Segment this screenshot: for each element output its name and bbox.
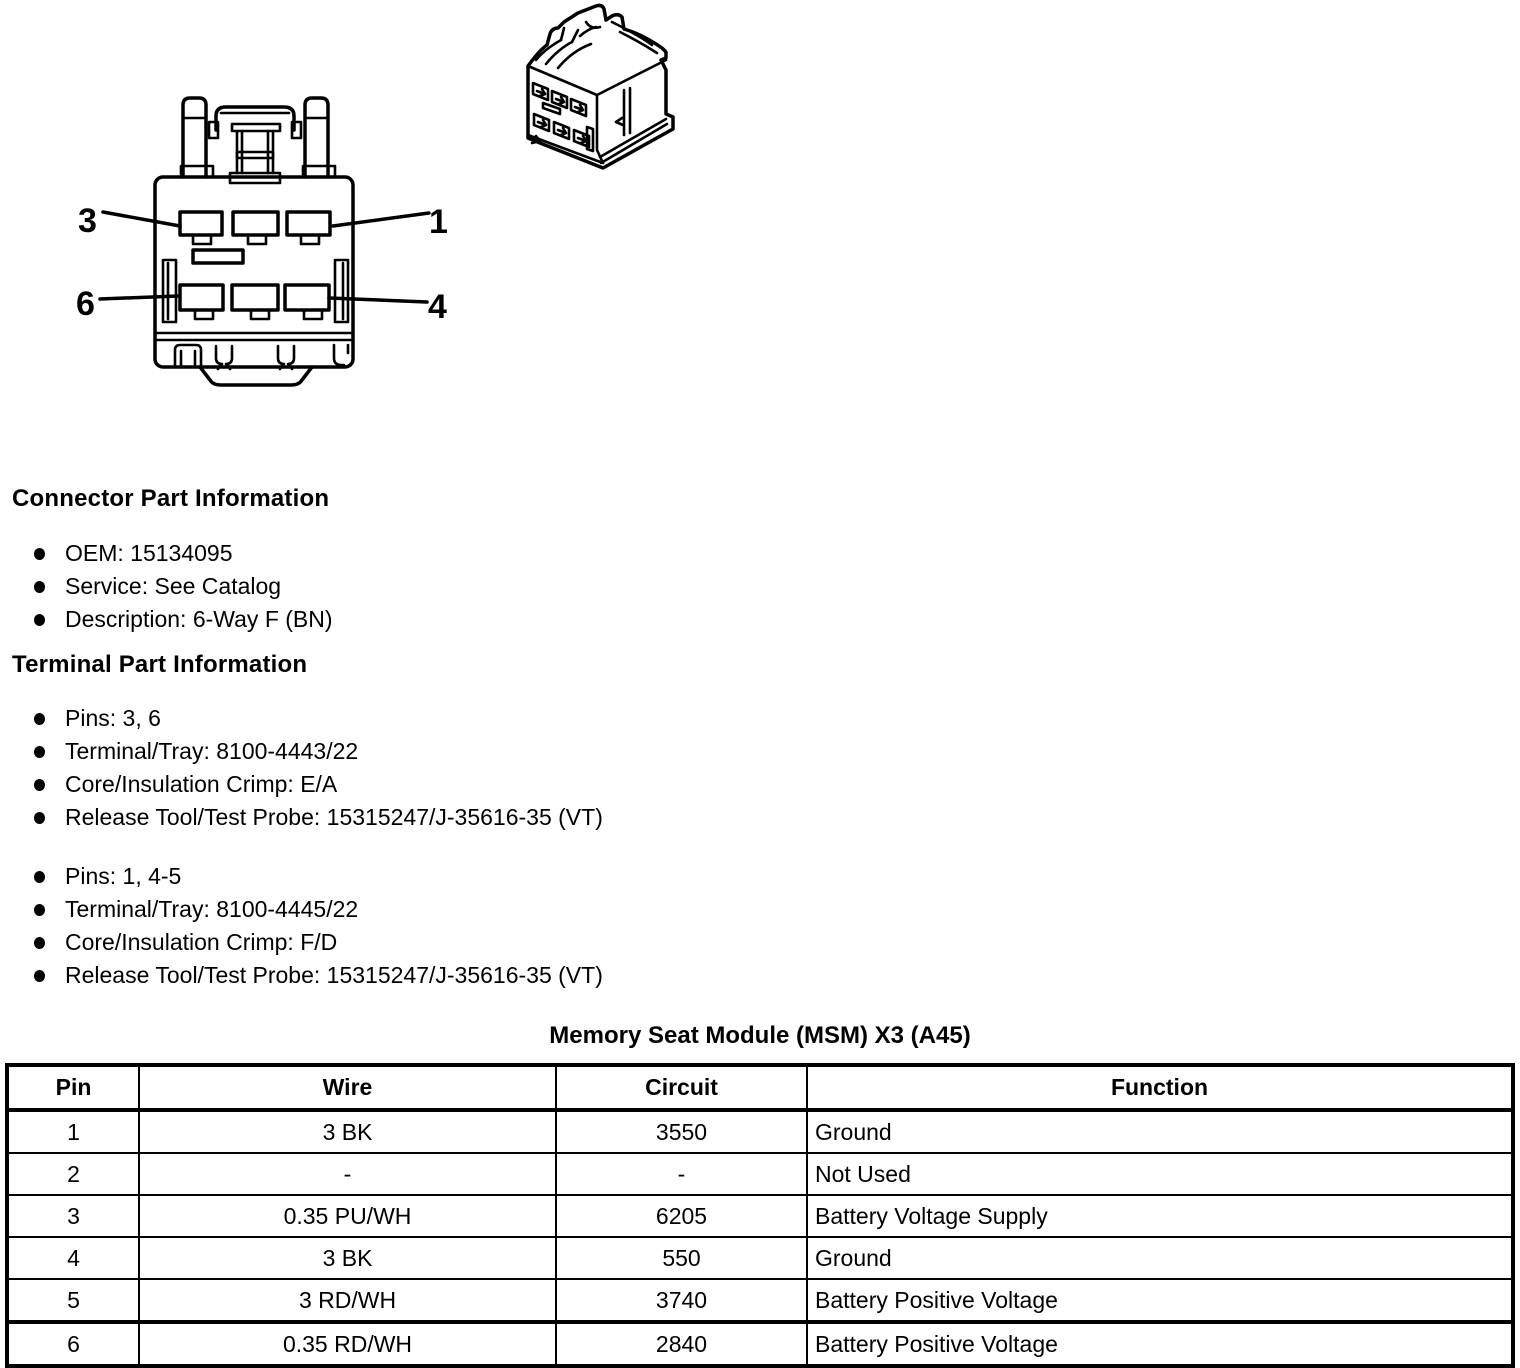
cell-pin: 2 xyxy=(7,1153,139,1195)
connector-front-view-diagram xyxy=(60,80,480,410)
cell-function: Battery Positive Voltage xyxy=(807,1322,1513,1366)
list-item-terminal-tray: Terminal/Tray: 8100-4445/22 xyxy=(0,893,603,926)
cell-pin: 4 xyxy=(7,1237,139,1279)
table-header-row xyxy=(7,1065,1513,1110)
cell-pin: 1 xyxy=(7,1110,139,1153)
list-item-release-tool: Release Tool/Test Probe: 15315247/J-35616-35 (VT) xyxy=(0,801,603,834)
terminal-part-info-heading: Terminal Part Information xyxy=(12,651,308,678)
pin-callout-1: 1 xyxy=(429,203,448,241)
column-header-wire: Wire xyxy=(139,1065,556,1110)
cell-function: Ground xyxy=(807,1110,1513,1153)
table-title: Memory Seat Module (MSM) X3 (A45) xyxy=(549,1022,971,1049)
cell-circuit: 3740 xyxy=(556,1279,807,1322)
list-item-release-tool: Release Tool/Test Probe: 15315247/J-35616-35 (VT) xyxy=(0,959,603,992)
cell-circuit: 3550 xyxy=(556,1110,807,1153)
connector-perspective-view-diagram xyxy=(500,0,710,195)
cell-wire: - xyxy=(139,1153,556,1195)
pin-cavities xyxy=(163,212,348,322)
column-header-function: Function xyxy=(807,1065,1513,1110)
cell-wire: 3 RD/WH xyxy=(139,1279,556,1322)
column-header-circuit: Circuit xyxy=(556,1065,807,1110)
table-row xyxy=(7,1195,1513,1237)
cell-function: Battery Positive Voltage xyxy=(807,1279,1513,1322)
column-header-pin: Pin xyxy=(7,1065,139,1110)
cell-wire: 0.35 PU/WH xyxy=(139,1195,556,1237)
list-item-crimp: Core/Insulation Crimp: F/D xyxy=(0,926,603,959)
pin-callout-3: 3 xyxy=(78,202,97,240)
list-item-service: Service: See Catalog xyxy=(0,570,333,603)
cell-function: Not Used xyxy=(807,1153,1513,1195)
cell-pin: 3 xyxy=(7,1195,139,1237)
table-row xyxy=(7,1153,1513,1195)
connector-part-info-list xyxy=(0,537,333,636)
cell-wire: 0.35 RD/WH xyxy=(139,1322,556,1366)
list-item-crimp: Core/Insulation Crimp: E/A xyxy=(0,768,603,801)
connector-part-info-heading: Connector Part Information xyxy=(12,485,330,512)
cell-circuit: 550 xyxy=(556,1237,807,1279)
terminal-info-group-1 xyxy=(0,702,603,834)
cell-function: Ground xyxy=(807,1237,1513,1279)
table-row xyxy=(7,1279,1513,1322)
table-row xyxy=(7,1110,1513,1153)
cell-wire: 3 BK xyxy=(139,1237,556,1279)
cell-circuit: 2840 xyxy=(556,1322,807,1366)
pin-callouts xyxy=(76,202,448,326)
iso-silhouette xyxy=(528,5,673,168)
pin-callout-4: 4 xyxy=(428,288,447,326)
list-item-terminal-tray: Terminal/Tray: 8100-4443/22 xyxy=(0,735,603,768)
cell-pin: 5 xyxy=(7,1279,139,1322)
table-row xyxy=(7,1237,1513,1279)
cell-circuit: - xyxy=(556,1153,807,1195)
list-item-oem: OEM: 15134095 xyxy=(0,537,333,570)
table-row xyxy=(7,1322,1513,1366)
list-item-description: Description: 6-Way F (BN) xyxy=(0,603,333,636)
list-item-pins: Pins: 3, 6 xyxy=(0,702,603,735)
pinout-table xyxy=(5,1063,1515,1368)
cell-function: Battery Voltage Supply xyxy=(807,1195,1513,1237)
list-item-pins: Pins: 1, 4-5 xyxy=(0,860,603,893)
pin-callout-6: 6 xyxy=(76,285,95,323)
cell-pin: 6 xyxy=(7,1322,139,1366)
cell-circuit: 6205 xyxy=(556,1195,807,1237)
connector-latch xyxy=(209,107,301,183)
cell-wire: 3 BK xyxy=(139,1110,556,1153)
connector-body-outline xyxy=(155,98,353,385)
terminal-info-group-2 xyxy=(0,860,603,992)
